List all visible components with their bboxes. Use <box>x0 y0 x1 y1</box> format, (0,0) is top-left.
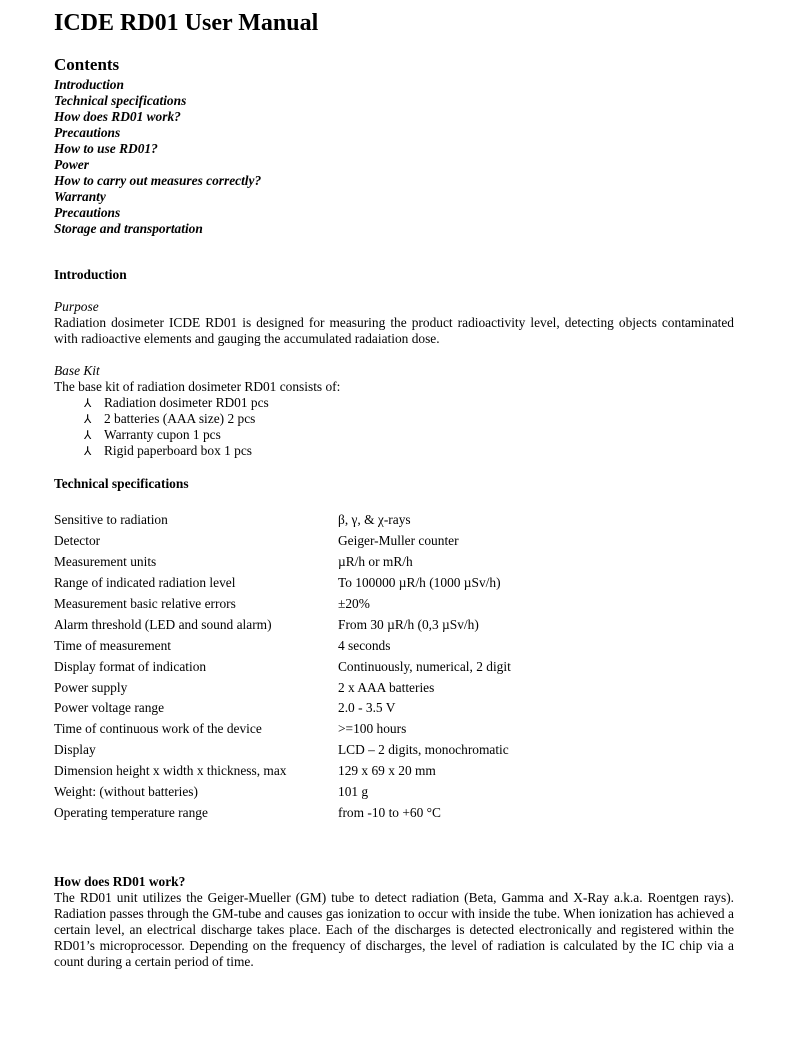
spec-label: Power voltage range <box>54 700 165 716</box>
bullet-icon: ⅄ <box>84 396 92 410</box>
basekit-title: Base Kit <box>54 363 100 378</box>
how-works-text: The RD01 unit utilizes the Geiger-Mueller (GM) tube to detect radiation (Beta, Gamma and X-Ray a.k.a. Roentgen rays). Radiation passes through the GM-tube and causes gas ionization to occur with inside the tube. When ionization has achieved a certain level, an electrical discharge takes place. Each of the discharges is detected electronically and registered within the RD01’s microprocessor. Depending on the frequency of discharges, the level of radiation is calculated by the IC chip via a count during a certain period of time. <box>54 890 734 969</box>
spec-label: Detector <box>54 533 101 549</box>
contents-heading: Contents <box>54 55 120 74</box>
spec-value: 2.0 - 3.5 V <box>338 700 396 716</box>
spec-label: Alarm threshold (LED and sound alarm) <box>54 616 272 632</box>
spec-label: Display <box>54 742 96 758</box>
list-item-text: 2 batteries (AAA size) 2 pcs <box>104 411 256 426</box>
toc-item: Precautions <box>54 125 121 140</box>
list-item-text: Radiation dosimeter RD01 pcs <box>104 395 269 410</box>
table-row <box>54 614 734 635</box>
purpose-text: Radiation dosimeter ICDE RD01 is designed for measuring the product radioactivity level, detecting objects contaminated with radioactive elements and gauging the accumulated radaiation dose. <box>54 315 734 346</box>
table-row <box>54 531 734 552</box>
table-row <box>54 740 734 761</box>
table-row <box>54 698 734 719</box>
toc-item: How to use RD01? <box>54 141 158 156</box>
spec-value: β, γ, & χ-rays <box>338 512 411 528</box>
how-works-heading: How does RD01 work? <box>54 874 186 889</box>
bullet-icon: ⅄ <box>84 412 92 426</box>
spec-value: from -10 to +60 °C <box>338 804 441 820</box>
toc-item: Precautions <box>54 205 121 220</box>
purpose-title: Purpose <box>54 299 99 314</box>
table-row <box>54 656 734 677</box>
basekit-intro: The base kit of radiation dosimeter RD01 consists of: <box>54 379 341 394</box>
spec-label: Weight: (without batteries) <box>54 784 198 800</box>
toc-item: Warranty <box>54 189 106 204</box>
spec-label: Display format of indication <box>54 658 207 674</box>
list-item <box>84 443 734 459</box>
spec-value: ±20% <box>338 596 370 611</box>
table-of-contents <box>54 55 261 237</box>
toc-item: Storage and transportation <box>54 221 203 236</box>
list-item-text: Rigid paperboard box 1 pcs <box>104 443 253 458</box>
bullet-icon: ⅄ <box>84 428 92 442</box>
spec-value: 2 x AAA batteries <box>338 679 435 695</box>
toc-item: Technical specifications <box>54 93 187 108</box>
list-item <box>84 395 734 411</box>
spec-value: LCD – 2 digits, monochromatic <box>338 742 509 758</box>
table-row <box>54 719 734 740</box>
spec-value: >=100 hours <box>338 721 407 737</box>
table-row <box>54 635 734 656</box>
spec-label: Time of measurement <box>54 637 172 653</box>
spec-label: Sensitive to radiation <box>54 512 168 528</box>
table-row <box>54 552 734 573</box>
spec-value: To 100000 µR/h (1000 µSv/h) <box>338 575 501 591</box>
list-item-text: Warranty cupon 1 pcs <box>104 427 221 442</box>
toc-item: How does RD01 work? <box>54 109 181 124</box>
purpose-section <box>54 299 734 347</box>
basekit-section <box>54 363 734 459</box>
basekit-list <box>54 395 734 459</box>
toc-item: Power <box>54 157 89 172</box>
spec-value: 129 x 69 x 20 mm <box>338 763 436 779</box>
toc-item: How to carry out measures correctly? <box>54 173 262 188</box>
table-row <box>54 782 734 803</box>
spec-label: Range of indicated radiation level <box>54 575 236 591</box>
spec-label: Measurement basic relative errors <box>54 596 236 611</box>
spec-label: Dimension height x width x thickness, max <box>54 763 287 779</box>
table-row <box>54 802 734 823</box>
spec-label: Operating temperature range <box>54 804 208 820</box>
specs-table <box>54 510 734 823</box>
spec-value: 4 seconds <box>338 637 391 653</box>
spec-value: 101 g <box>338 784 369 800</box>
spec-label: Time of continuous work of the device <box>54 721 262 737</box>
table-row <box>54 594 734 615</box>
spec-value: Continuously, numerical, 2 digit <box>338 658 511 674</box>
spec-value: From 30 µR/h (0,3 µSv/h) <box>338 616 479 632</box>
document-title: ICDE RD01 User Manual <box>54 10 319 36</box>
list-item <box>84 427 734 443</box>
spec-label: Measurement units <box>54 554 157 570</box>
introduction-heading: Introduction <box>54 267 127 282</box>
table-row <box>54 761 734 782</box>
spec-value: Geiger-Muller counter <box>338 533 459 549</box>
how-works-section <box>54 874 734 970</box>
list-item <box>84 411 734 427</box>
toc-list <box>54 77 261 237</box>
spec-label: Power supply <box>54 679 128 695</box>
table-row <box>54 677 734 698</box>
table-row <box>54 510 734 531</box>
table-row <box>54 573 734 594</box>
specs-heading: Technical specifications <box>54 476 189 491</box>
bullet-icon: ⅄ <box>84 444 92 458</box>
toc-item: Introduction <box>54 77 124 92</box>
spec-value: µR/h or mR/h <box>338 554 413 570</box>
